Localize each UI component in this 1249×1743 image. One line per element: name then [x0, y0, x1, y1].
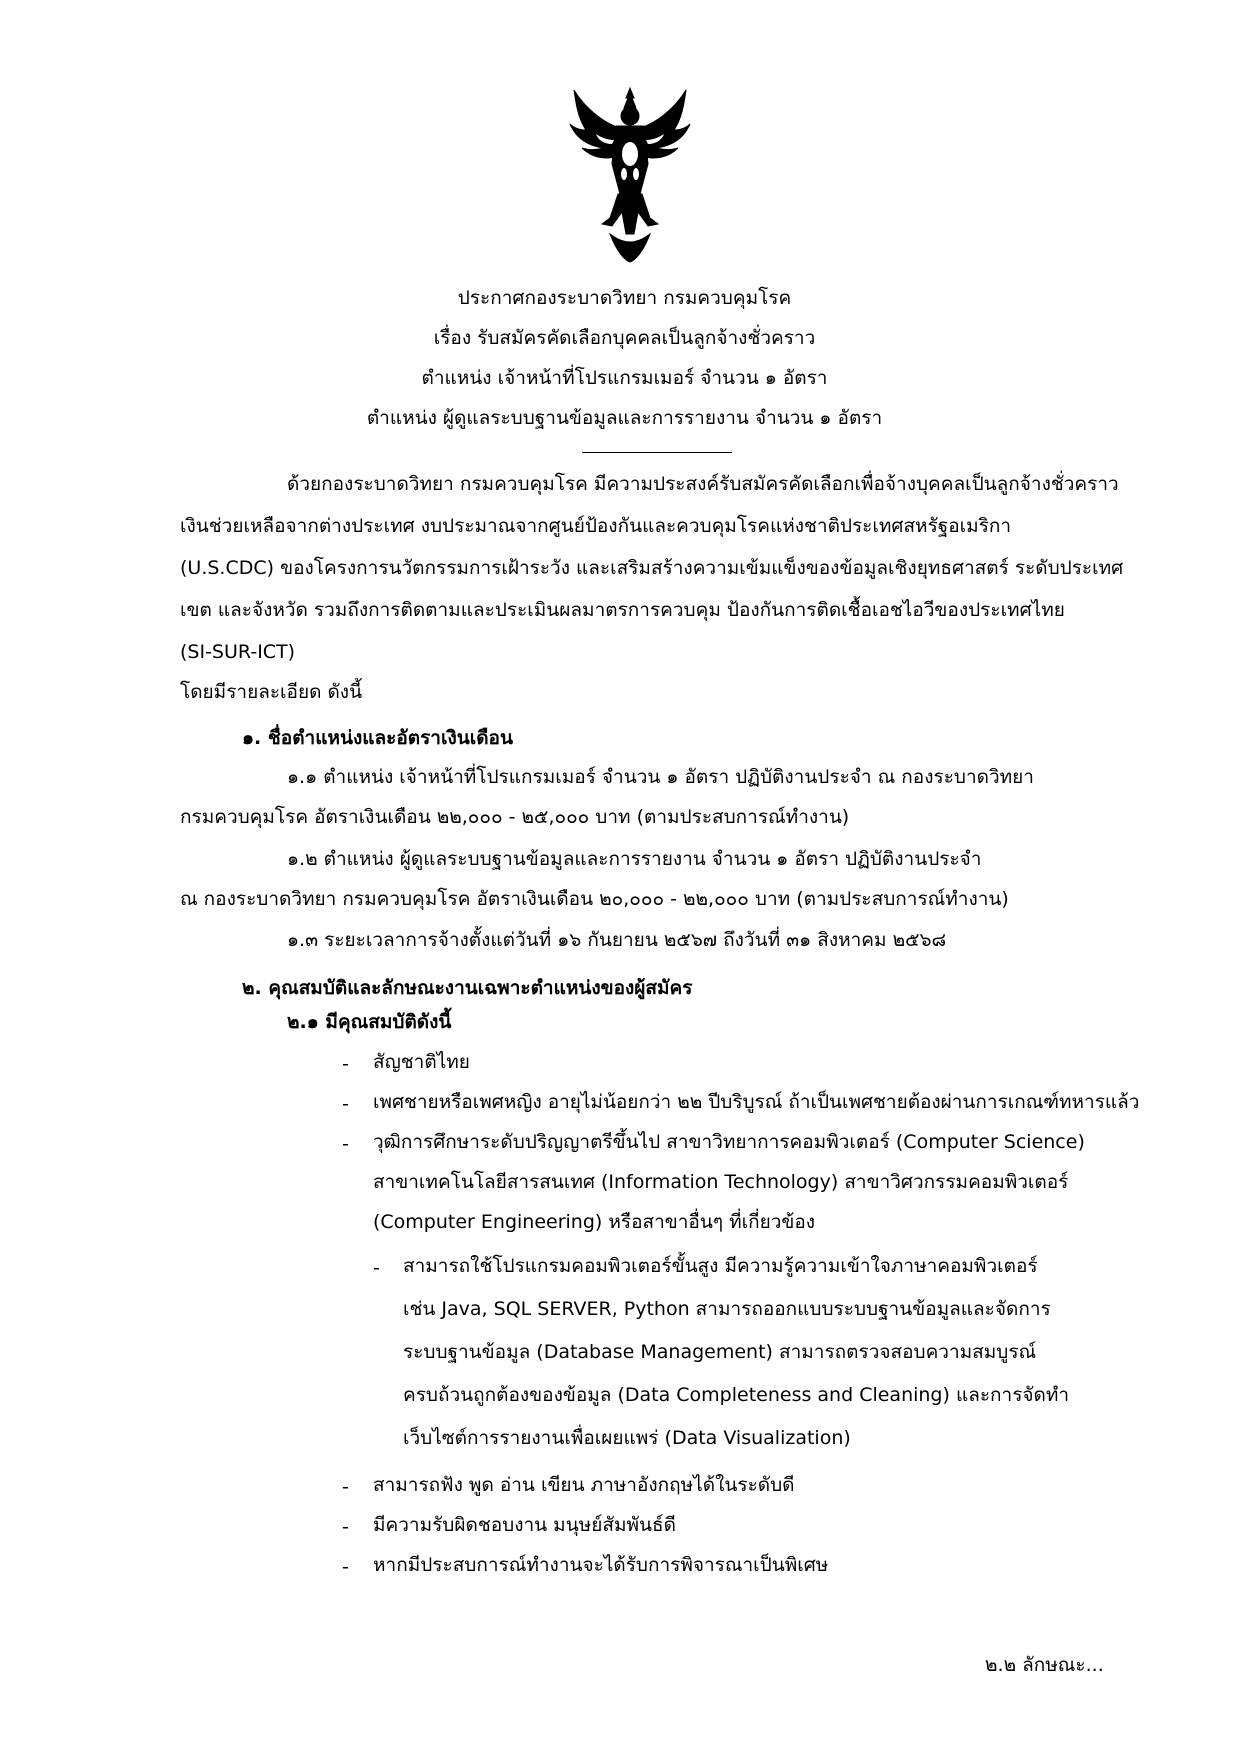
- bullet-nationality: สัญชาติไทย: [373, 1051, 470, 1073]
- bullet-dash: -: [342, 1053, 349, 1075]
- header-subject: เรื่อง รับสมัครคัดเลือกบุคคลเป็นลูกจ้างชั่วคราว: [433, 327, 816, 349]
- sub-bullet-dash: -: [373, 1257, 380, 1279]
- section-1-item-2-line-2: ณ กองระบาดวิทยา กรมควบคุมโรค อัตราเงินเดือน ๒๐,๐๐๐ - ๒๒,๐๐๐ บาท (ตามประสบการณ์ทำงาน): [180, 888, 1009, 910]
- bullet-dash: -: [342, 1093, 349, 1115]
- section-2-heading: ๒. คุณสมบัติและลักษณะงานเฉพาะตำแหน่งของผู้สมัคร: [242, 977, 693, 999]
- intro-line-1: ด้วยกองระบาดวิทยา กรมควบคุมโรค มีความประสงค์รับสมัครคัดเลือกเพื่อจ้างบุคคลเป็นลูกจ้างชั่วคราว: [287, 473, 1119, 495]
- intro-line-2: เงินช่วยเหลือจากต่างประเทศ งบประมาณจากศูนย์ป้องกันและควบคุมโรคแห่งชาติประเทศสหรัฐอเมริกา: [180, 515, 1012, 537]
- sub-bullet-skills-line-3: ระบบฐานข้อมูล (Database Management) สามารถตรวจสอบความสมบูรณ์: [403, 1341, 1037, 1363]
- section-1-heading: ๑. ชื่อตำแหน่งและอัตราเงินเดือน: [242, 727, 513, 749]
- bullet-dash: -: [342, 1516, 349, 1538]
- intro-line-5: (SI-SUR-ICT): [180, 641, 296, 663]
- sub-bullet-skills-line-1: สามารถใช้โปรแกรมคอมพิวเตอร์ขั้นสูง มีความรู้ความเข้าใจภาษาคอมพิวเตอร์: [403, 1255, 1038, 1277]
- section-1-item-2-line-1: ๑.๒ ตำแหน่ง ผู้ดูแลระบบฐานข้อมูลและการรายงาน จำนวน ๑ อัตรา ปฏิบัติงานประจำ: [287, 848, 982, 870]
- sub-bullet-skills-line-5: เว็บไซต์การรายงานเพื่อเผยแพร่ (Data Visualization): [403, 1427, 851, 1449]
- header-position-2: ตำแหน่ง ผู้ดูแลระบบฐานข้อมูลและการรายงาน จำนวน ๑ อัตรา: [366, 407, 883, 429]
- section-2-1-heading: ๒.๑ มีคุณสมบัติดังนี้: [287, 1011, 452, 1033]
- section-1-item-1-line-2: กรมควบคุมโรค อัตราเงินเดือน ๒๒,๐๐๐ - ๒๕,๐๐๐ บาท (ตามประสบการณ์ทำงาน): [180, 806, 850, 828]
- bullet-dash: -: [342, 1476, 349, 1498]
- intro-line-3: (U.S.CDC) ของโครงการนวัตกรรมการเฝ้าระวัง และเสริมสร้างความเข้มแข็งของข้อมูลเชิงยุทธศาสตร์ ระดับประเทศ: [180, 557, 1124, 579]
- bullet-education-line-2: สาขาเทคโนโลยีสารสนเทศ (Information Technology) สาขาวิศวกรรมคอมพิวเตอร์: [373, 1171, 1069, 1193]
- header-line-1: ประกาศกองระบาดวิทยา กรมควบคุมโรค: [457, 287, 792, 309]
- bullet-english: สามารถฟัง พูด อ่าน เขียน ภาษาอังกฤษได้ในระดับดี: [373, 1474, 795, 1496]
- bullet-dash: -: [342, 1556, 349, 1578]
- bullet-education-line-3: (Computer Engineering) หรือสาขาอื่นๆ ที่เกี่ยวข้อง: [373, 1211, 816, 1233]
- bullet-experience: หากมีประสบการณ์ทำงานจะได้รับการพิจารณาเป็นพิเศษ: [373, 1554, 829, 1576]
- garuda-emblem-icon: [566, 84, 694, 264]
- sub-bullet-skills-line-2: เช่น Java, SQL SERVER, Python สามารถออกแบบระบบฐานข้อมูลและจัดการ: [403, 1298, 1051, 1320]
- sub-bullet-skills-line-4: ครบถ้วนถูกต้องของข้อมูล (Data Completeness and Cleaning) และการจัดทำ: [403, 1384, 1070, 1406]
- header-divider: [582, 452, 732, 453]
- bullet-education-line-1: วุฒิการศึกษาระดับปริญญาตรีขึ้นไป สาขาวิทยาการคอมพิวเตอร์ (Computer Science): [373, 1131, 1085, 1153]
- header-position-1: ตำแหน่ง เจ้าหน้าที่โปรแกรมเมอร์ จำนวน ๑ อัตรา: [421, 367, 828, 389]
- bullet-responsibility: มีความรับผิดชอบงาน มนุษย์สัมพันธ์ดี: [373, 1514, 676, 1536]
- bullet-gender-age: เพศชายหรือเพศหญิง อายุไม่น้อยกว่า ๒๒ ปีบริบูรณ์ ถ้าเป็นเพศชายต้องผ่านการเกณฑ์ทหารแล้ว: [373, 1091, 1140, 1113]
- intro-line-6: โดยมีรายละเอียด ดังนี้: [180, 681, 363, 703]
- bullet-dash: -: [342, 1133, 349, 1155]
- section-1-item-1-line-1: ๑.๑ ตำแหน่ง เจ้าหน้าที่โปรแกรมเมอร์ จำนวน ๑ อัตรา ปฏิบัติงานประจำ ณ กองระบาดวิทยา: [287, 766, 1034, 788]
- page-continuation: ๒.๒ ลักษณะ...: [985, 1654, 1104, 1676]
- intro-line-4: เขต และจังหวัด รวมถึงการติดตามและประเมินผลมาตรการควบคุม ป้องกันการติดเชื้อเอชไอวีของประเทศไทย: [180, 599, 1065, 621]
- section-1-item-3: ๑.๓ ระยะเวลาการจ้างตั้งแต่วันที่ ๑๖ กันยายน ๒๕๖๗ ถึงวันที่ ๓๑ สิงหาคม ๒๕๖๘: [287, 929, 947, 951]
